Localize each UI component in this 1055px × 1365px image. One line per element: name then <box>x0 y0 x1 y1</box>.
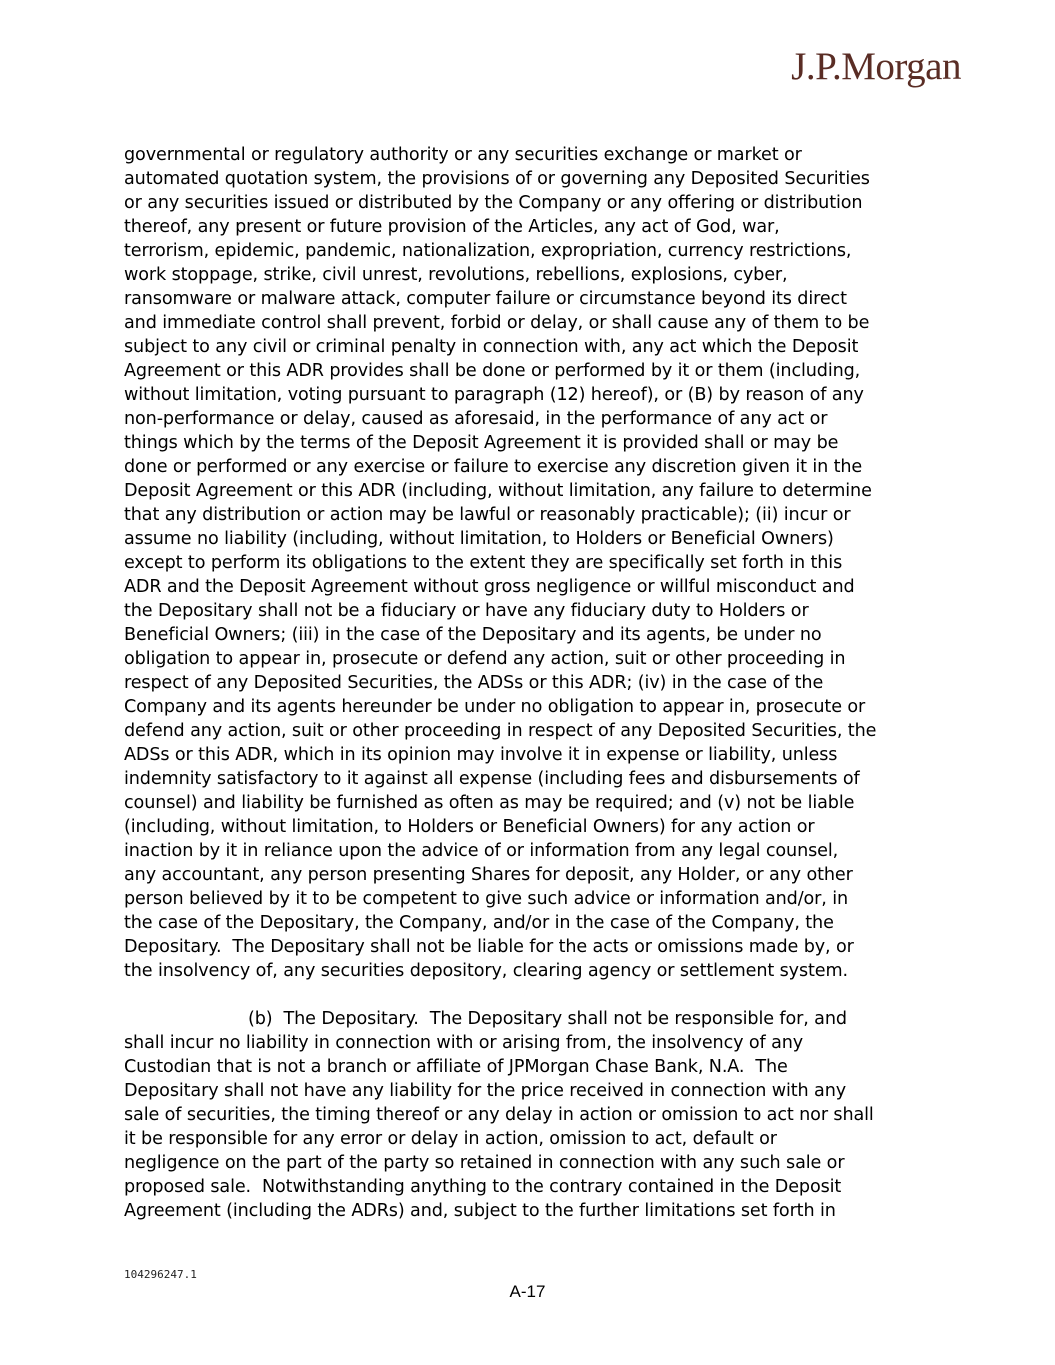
text-line: obligation to appear in, prosecute or defend any action, suit or other proceeding in <box>124 649 846 669</box>
text-line: thereof, any present or future provision of the Articles, any act of God, war, <box>124 217 780 237</box>
text-line: governmental or regulatory authority or any securities exchange or market or <box>124 145 802 165</box>
text-line: indemnity satisfactory to it against all expense (including fees and disbursements of <box>124 769 860 789</box>
text-line: ransomware or malware attack, computer failure or circumstance beyond its direct <box>124 289 847 309</box>
text-line: (b) The Depositary. The Depositary shall not be responsible for, and <box>248 1009 847 1029</box>
page-number: A-17 <box>509 1282 546 1301</box>
text-line: or any securities issued or distributed by the Company or any offering or distribution <box>124 193 863 213</box>
text-line: the insolvency of, any securities depository, clearing agency or settlement system. <box>124 961 848 981</box>
text-line: Custodian that is not a branch or affiliate of JPMorgan Chase Bank, N.A. The <box>124 1057 788 1077</box>
text-line: the Depositary shall not be a fiduciary or have any fiduciary duty to Holders or <box>124 601 809 621</box>
jpmorgan-logo: J.P.Morgan <box>791 45 961 88</box>
text-line: without limitation, voting pursuant to paragraph (12) hereof), or (B) by reason of any <box>124 385 864 405</box>
text-line: it be responsible for any error or delay in action, omission to act, default or <box>124 1129 777 1149</box>
text-line: things which by the terms of the Deposit Agreement it is provided shall or may be <box>124 433 839 453</box>
paragraph-spacer <box>124 983 936 1007</box>
text-line: except to perform its obligations to the extent they are specifically set forth in this <box>124 553 843 573</box>
text-line: Deposit Agreement or this ADR (including, without limitation, any failure to determine <box>124 481 872 501</box>
text-line: Company and its agents hereunder be under no obligation to appear in, prosecute or <box>124 697 866 717</box>
text-line: Depositary shall not have any liability for the price received in connection with any <box>124 1081 847 1101</box>
text-line: person believed by it to be competent to give such advice or information and/or, in <box>124 889 849 909</box>
text-line: proposed sale. Notwithstanding anything to the contrary contained in the Deposit <box>124 1177 842 1197</box>
text-line: ADR and the Deposit Agreement without gross negligence or willful misconduct and <box>124 577 855 597</box>
text-line: ADSs or this ADR, which in its opinion may involve it in expense or liability, unless <box>124 745 838 765</box>
text-line: any accountant, any person presenting Shares for deposit, any Holder, or any other <box>124 865 853 885</box>
document-id: 104296247.1 <box>124 1268 197 1281</box>
text-line: automated quotation system, the provisions of or governing any Deposited Securities <box>124 169 870 189</box>
text-line: the case of the Depositary, the Company, and/or in the case of the Company, the <box>124 913 834 933</box>
text-line: terrorism, epidemic, pandemic, nationalization, expropriation, currency restrictions, <box>124 241 852 261</box>
text-line: (including, without limitation, to Holders or Beneficial Owners) for any action or <box>124 817 815 837</box>
text-line: shall incur no liability in connection with or arising from, the insolvency of any <box>124 1033 804 1053</box>
text-line: Depositary. The Depositary shall not be liable for the acts or omissions made by, or <box>124 937 854 957</box>
text-line: assume no liability (including, without limitation, to Holders or Beneficial Owners) <box>124 529 834 549</box>
text-line: Beneficial Owners; (iii) in the case of the Depositary and its agents, be under no <box>124 625 822 645</box>
text-line: sale of securities, the timing thereof or any delay in action or omission to act nor shall <box>124 1105 874 1125</box>
paragraph-b-the-depositary <box>124 1007 936 1223</box>
text-line: negligence on the part of the party so retained in connection with any such sale or <box>124 1153 845 1173</box>
text-line: Agreement (including the ADRs) and, subject to the further limitations set forth in <box>124 1201 836 1221</box>
text-line: work stoppage, strike, civil unrest, revolutions, rebellions, explosions, cyber, <box>124 265 788 285</box>
text-line: that any distribution or action may be lawful or reasonably practicable); (ii) incur or <box>124 505 851 525</box>
document-body <box>124 143 936 1223</box>
text-line: and immediate control shall prevent, forbid or delay, or shall cause any of them to be <box>124 313 870 333</box>
text-line: respect of any Deposited Securities, the ADSs or this ADR; (iv) in the case of the <box>124 673 824 693</box>
paragraph-limitations-continued <box>124 143 936 983</box>
text-line: non-performance or delay, caused as aforesaid, in the performance of any act or <box>124 409 828 429</box>
text-line: inaction by it in reliance upon the advice of or information from any legal counsel, <box>124 841 839 861</box>
text-line: counsel) and liability be furnished as often as may be required; and (v) not be liable <box>124 793 855 813</box>
text-line: subject to any civil or criminal penalty in connection with, any act which the Deposit <box>124 337 859 357</box>
text-line: Agreement or this ADR provides shall be done or performed by it or them (including, <box>124 361 861 381</box>
text-line: defend any action, suit or other proceeding in respect of any Deposited Securities, the <box>124 721 877 741</box>
text-line: done or performed or any exercise or failure to exercise any discretion given it in the <box>124 457 863 477</box>
